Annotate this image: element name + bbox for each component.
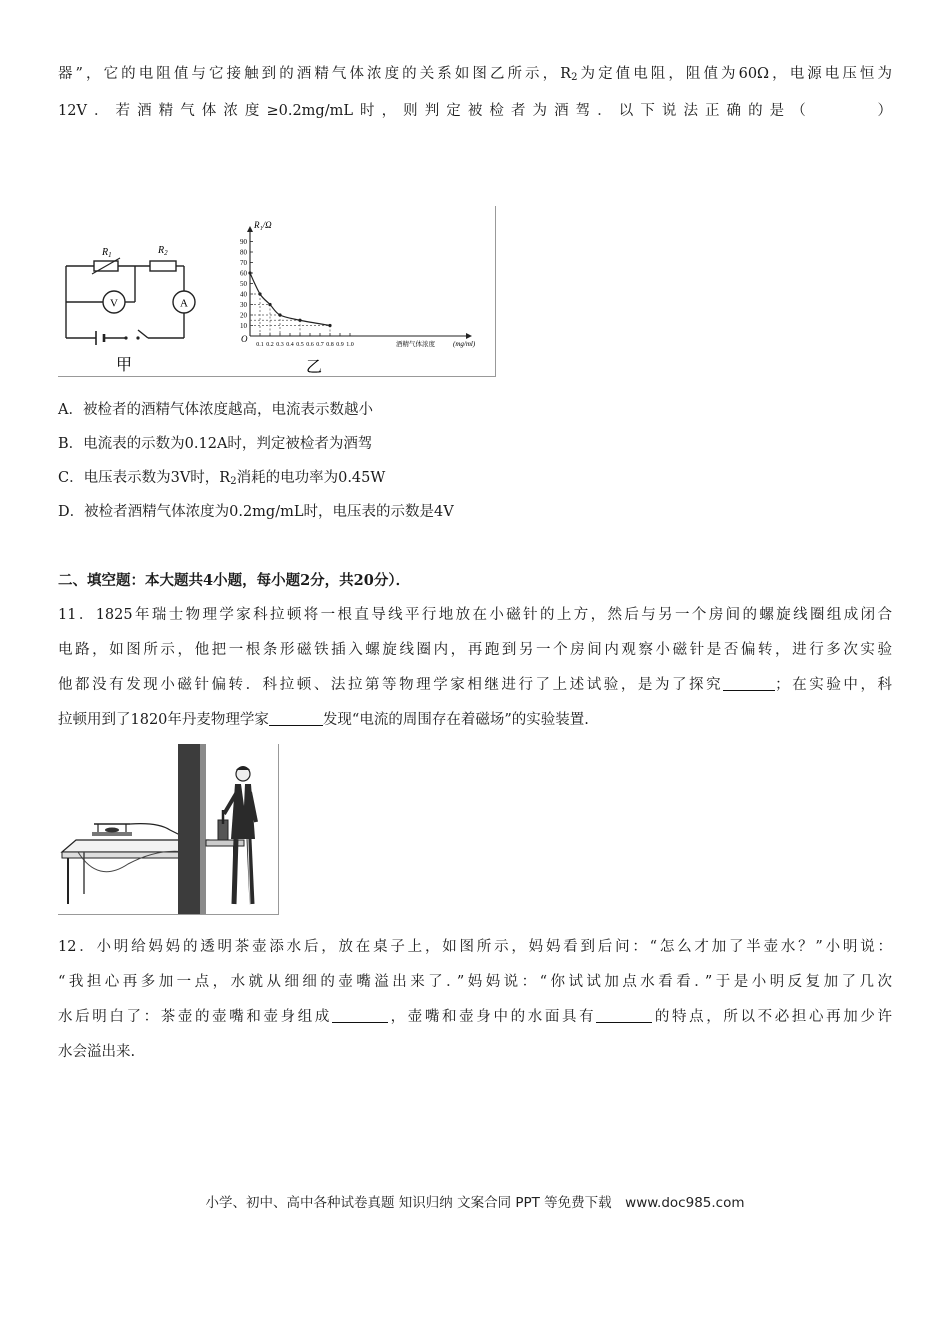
- y-axis-label: R₁/Ω: [254, 220, 272, 230]
- y-tick-label: 50: [240, 280, 247, 288]
- man-hair: [236, 766, 250, 770]
- q11-line-1: 11．1825年瑞士物理学家科拉顿将一根直导线平行地放在小磁针的上方，然后与另一个房间的螺旋线圈组成闭合: [58, 607, 892, 623]
- option-d: D．被检者酒精气体浓度为0.2mg/mL时，电压表的示数是4V: [58, 504, 454, 520]
- ammeter-label: A: [180, 297, 188, 310]
- y-tick-label: 70: [240, 259, 247, 267]
- y-axis-arrow: [247, 226, 253, 232]
- label-yi: 乙: [305, 357, 323, 376]
- wire-to-wall: [130, 824, 182, 836]
- section-2-heading: 二、填空题：本大题共4小题，每小题2分，共20分）．: [58, 572, 411, 589]
- q12-blank-2[interactable]: [596, 1010, 652, 1023]
- q10-line-2: 12V．若酒精气体浓度≥0.2mg/mL时，则判定被检者为酒驾．以下说法正确的是（ ）: [58, 103, 892, 119]
- q12-line-2: “我担心再多加一点，水就从细细的壶嘴溢出来了．”妈妈说：“你试试加点水看看．”于是小明反复加了几次: [58, 974, 892, 990]
- q12-blank-1[interactable]: [332, 1010, 388, 1023]
- q11-figure-svg: [58, 744, 278, 914]
- q12-line-3: 水后明白了：茶壶的壶嘴和壶身组成 ，壶嘴和壶身中的水面具有 的特点，所以不必担心再加少许: [58, 1009, 893, 1025]
- y-tick-label: 10: [240, 322, 247, 330]
- x-tick-label: 1.0: [346, 342, 354, 348]
- data-point: [328, 324, 331, 327]
- x-tick-label: 0.8: [326, 342, 334, 348]
- y-tick-label: 90: [240, 238, 247, 246]
- data-point: [258, 292, 261, 295]
- data-point: [298, 319, 301, 322]
- magnetic-needle: [105, 828, 119, 833]
- origin-label: O: [241, 334, 248, 344]
- x-tick-label: 0.3: [276, 342, 284, 348]
- x-axis-arrow: [466, 333, 472, 339]
- q11-line-2: 电路，如图所示，他把一根条形磁铁插入螺旋线圈内，再跑到另一个房间内观察小磁针是否偏转，进行多次实验: [58, 642, 892, 658]
- q10-figure: [58, 206, 496, 377]
- page-footer: 小学、初中、高中各种试卷真题 知识归纳 文案合同 PPT 等免费下载 www.doc985.com: [205, 1195, 745, 1211]
- compass-base: [92, 832, 132, 836]
- resistance-concentration-graph: [240, 220, 476, 348]
- r2-label: $R_2$: [158, 245, 168, 257]
- q11-blank-2[interactable]: [269, 713, 323, 726]
- x-tick-label: 0.5: [296, 342, 304, 348]
- data-point: [248, 271, 251, 274]
- x-tick-label: 0.9: [336, 342, 344, 348]
- r1-label: $R_1$: [102, 247, 112, 259]
- option-c: C．电压表示数为3V时，$R_2$消耗的电功率为0.45W: [58, 470, 386, 487]
- q12-line-1: 12．小明给妈妈的透明茶壶添水后，放在桌子上，如图所示，妈妈看到后问：“怎么才加了半壶水？”小明说：: [58, 939, 892, 955]
- x-tick-label: 0.6: [306, 342, 314, 348]
- resistance-curve: [250, 273, 330, 326]
- y-tick-label: 40: [240, 290, 247, 299]
- x-tick-label: 0.2: [266, 342, 274, 348]
- y-tick-label: 80: [240, 248, 247, 257]
- data-point: [278, 313, 281, 316]
- data-point: [268, 303, 271, 306]
- q11-line-4: 拉顿用到了1820年丹麦物理学家 发现“电流的周围存在着磁场”的实验装置.: [58, 712, 589, 728]
- y-tick-label: 20: [240, 311, 247, 320]
- x-tick-label: 0.1: [256, 342, 264, 348]
- y-tick-label: 30: [240, 301, 247, 309]
- option-b: B．电流表的示数为0.12A时，判定被检者为酒驾: [58, 436, 373, 452]
- switch-contact-right: [136, 336, 139, 339]
- q11-line-3: 他都没有发现小磁针偏转．科拉顿、法拉第等物理学家相继进行了上述试验，是为了探究 ；在实验中，科: [58, 677, 893, 693]
- man-leg-left: [234, 839, 236, 904]
- x-axis-label: 酒精气体浓度: [396, 340, 435, 348]
- q11-blank-1[interactable]: [723, 678, 775, 691]
- r2-resistor: [150, 261, 176, 271]
- x-tick-label: 0.4: [286, 342, 294, 348]
- option-a: A．被检者的酒精气体浓度越高，电流表示数越小: [58, 402, 373, 418]
- q11-figure: [58, 744, 279, 915]
- voltmeter-label: V: [110, 297, 118, 310]
- wall: [178, 744, 200, 914]
- y-tick-label: 60: [240, 269, 247, 278]
- q10-line-1: 器”，它的电阻值与它接触到的酒精气体浓度的关系如图乙所示，$R_2$为定值电阻，阻值为60Ω，电源电压恒为: [58, 66, 892, 83]
- q12-line-4: 水会溢出来.: [58, 1044, 136, 1060]
- wall-side: [200, 744, 206, 914]
- x-axis-unit: (mg/ml): [453, 340, 476, 348]
- switch-contact-left: [124, 336, 127, 339]
- x-tick-label: 0.7: [316, 342, 324, 348]
- label-jia: 甲: [115, 355, 133, 374]
- q10-figure-svg: [58, 206, 495, 376]
